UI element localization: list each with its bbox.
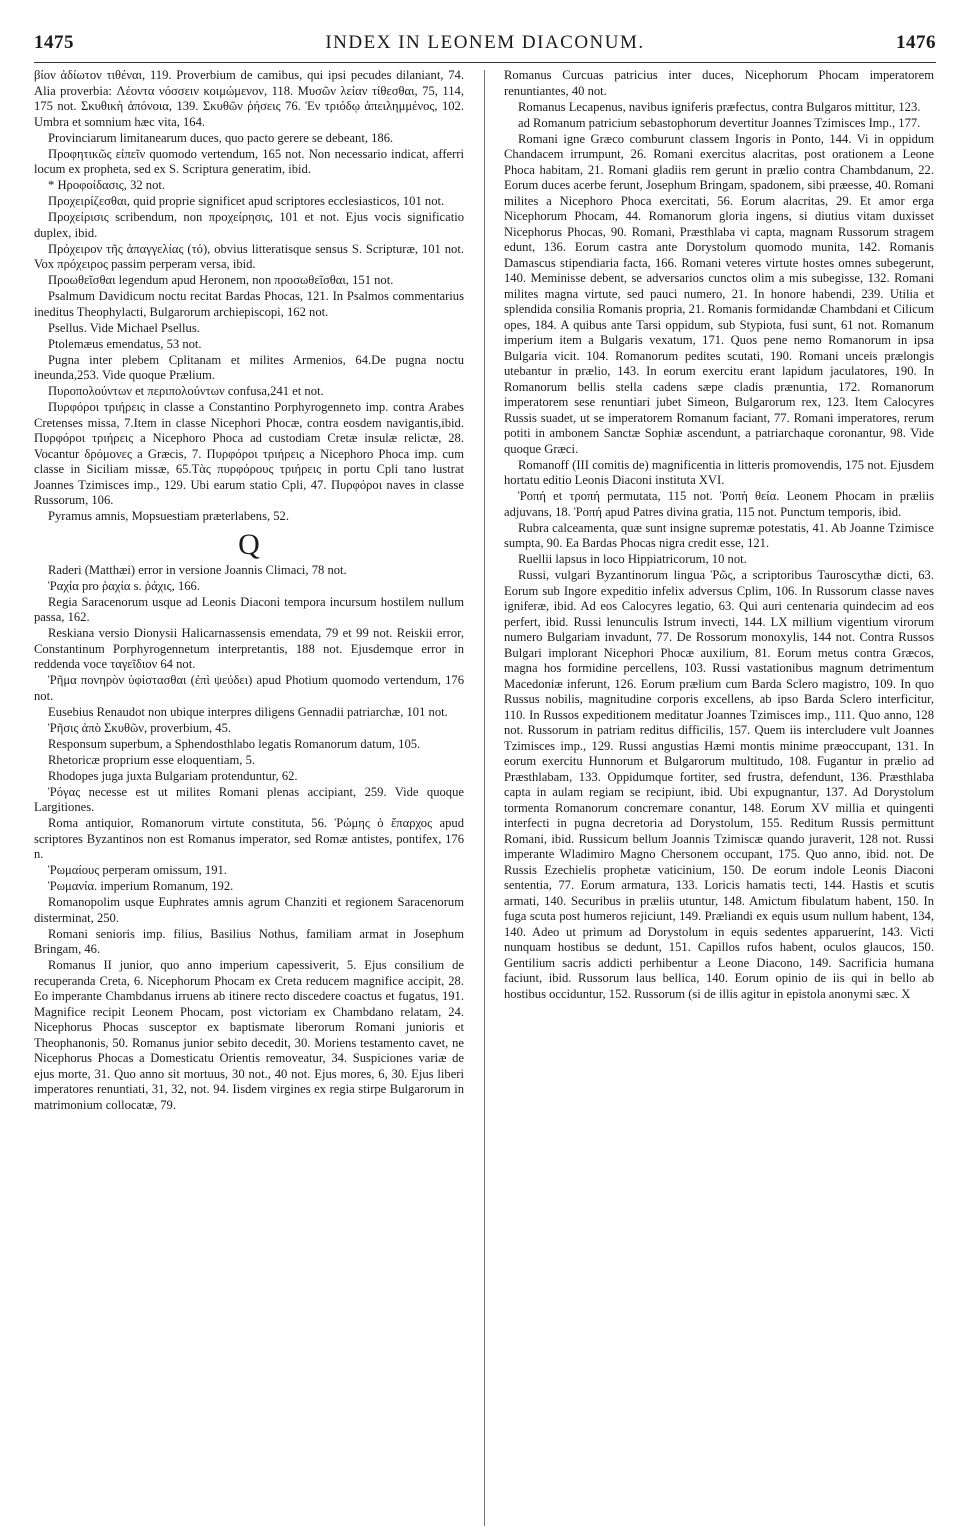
index-entry: Προφητικῶς εἰπεῖν quomodo vertendum, 165 not. Non necessario indicat, afferri locum ex propheta, sed ex S. Scriptura generatim, ibid.: [34, 146, 464, 176]
index-entry: Romanoff (III comitis de) magnificentia in litteris promovendis, 175 not. Ejusdem hortatu editio Leonis Diaconi instituta XVI.: [504, 457, 934, 487]
index-entry: Russi, vulgari Byzantinorum lingua Ῥῶς, a scriptoribus Tauroscythæ dicti, 63. Eorum sub Ingore expeditio infelix adversus Cplim, 106. In Russorum classe naves igniferæ, ibid. Ad eos Calocyres legatio, 63. Qui auri centenaria quindecim ad eos perfert, ibid. Russi lenunculis Istrum invecti, 144. LX millium vigentium virorum numero Bulgariam invadunt, 77. De Rossorum monoxylis, 144 not. Contra Russos Bulgari implorant Nicephori Phocæ auxilium, 81. Eorum metus contra Græcos, magna hos formidine percellens, 103. Russi vastationibus magnum detrimentum Macedoniæ inferunt, 126. Eorum prælium cum Barda Sclero magistro, 109. In quo Russus nobilis, magnitudine corporis excellens, ab ipso Barda Sclero interficitur, 110. In Russos expeditionem meditatur Joannes Tzimisces imp., 111. Quo anno, 128 not. Russorum in patriam reditus difficilis, 157. Quem iis intercludere vult Joannes Tzimisces imp., 129. Russi angustias Hæmi montis minime præoccupant, 131. In eorum exercitu Hunnorum et Bulgarorum multitudo, 108. Fugantur in prælio ad Præsthlabam, 133. Oppidumque fortiter, sed frustra, defendunt, 136. Præsthlaba capta in aulam regiam se recipiunt, ibid. Ubi expugnantur, 137. Ad Dorystolum tormenta Romanorum concremare conantur, 148. Eorum XV millia et quingenti interfecti in pugna decretoria ad Dorystolum, 155. Reditum Russis permittunt Romani, ibid. Russicum bellum Joannis Tzimiscæ quando juraverit, 128 not. Russi imperante Wladimiro Magno Chersonem occupant, 175. Quo anno, ibid. not. De Russis Ezechielis prophetæ vaticinium, 150. De eorum indole Leonis Diaconi sententia, 77. Eorum armatura, 133. Loricis hamatis tecti, 144. Hastis et scutis armati, 140. Securibus in præliis utuntur, 148. Amictum fibulatum habent, 150. In fuga scuta post humeros rejiciunt, 149. Præliandi ex equis usum nullum habent, 134, 140. Adeo ut primum ad Dorystolum in equis sedentes apparuerint, 143. Victi nunquam hostibus se dedunt, 151. Capillos rufos habent, oculos glaucos, 150. Gentilium sacris addicti perhibentur a Leone Diacono, 149. Sacrificia humana faciunt, ibid. Russorum laus bellica, 140. Eorum opinio de iis qui in bello ab hostibus occiduntur, 152. Russorum (si de illis agitur in epistola anonymi sæc. X: [504, 568, 934, 1001]
column-number-right: 1476: [896, 32, 936, 53]
index-entry: Rhetoricæ proprium esse eloquentiam, 5.: [48, 752, 256, 767]
index-entry: Ῥαχία pro ῥαχία s. ῥάχις, 166.: [48, 578, 200, 593]
index-entry: Πρόχειρον τῆς ἀπαγγελίας (τό), obvius litteratisque sensus S. Scripturæ, 101 not. Vox πρόχειρος passim perperam versa, ibid.: [34, 241, 464, 271]
left-column: [34, 68, 464, 1114]
index-entry: Ῥωμαίους perperam omissum, 191.: [48, 863, 227, 877]
page-header: [34, 28, 936, 62]
index-entry: βίον ἀδίωτον τιθέναι, 119. Proverbium de camibus, qui ipsi pecudes dilaniant, 74. Alia proverbia: Λέοντα νόσσειν κοιμώμενον, 118. Μυσῶν λείαν τίθεσθαι, 75, 114, 175 not. Σκυθικὴ ἀπόνοια, 139. Σκυθῶν ῥήσεις 76. Ἐν τριόδῳ ἀπειλημμένος, 102. Umbra et somnium hæc vita, 164.: [34, 68, 464, 129]
index-entry: Pugna inter plebem Cplitanam et milites Armenios, 64.De pugna noctu ineunda,253. Vide quoque Prælium.: [34, 352, 464, 382]
index-entry: Romanopolim usque Euphrates amnis agrum Chanziti et regionem Saracenorum disterminat, 250.: [34, 895, 464, 925]
index-entry: Προωθεῖσθαι legendum apud Heronem, non προσωθεῖσθαι, 151 not.: [48, 273, 394, 287]
index-entry: Romani igne Græco comburunt classem Ingoris in Ponto, 144. Vi in oppidum Chandacem irrumpunt, 26. Romani exercitus alacritas, post orationem a Leone Phoca habitam, 21. Romani gladiis rem gerunt in prælio contra Chambdanum, 22. Eorum duces acerbe ferunt, Josephum Bringam, spadonem, sibi præesse, 40. Romani milites a Nicephoro Phoca exercitati, 56. Eorum alacritas, 29. Et amor erga Nicephorum Phocam, 44. Romanorum gloria ingens, si diutius vitam duxisset Nicephorus Phocas, 90. Romani, Præsthlaba vi capta, magnam Russorum stragem edunt, 136. Eorum castra ante Dorystolum quomodo munita, 142. Romanis Damascus stipendiaria facta, 166. Romani veteres virtute hostes omnes subegerunt, 140. Meminisse debent, se adversarios cunctos olim a mis subegisse, 132. Romani milites magna virtute, sed pauci numero, 21. In honore habendi, 239. Utilia et splendida consilia Romanis propria, 21. Romanis formidandæ Chambdani et Cilicum opes, 184. A quibus ante Tarsi oppidum, sub Stypiota, fusi sunt, 61 not. Romanum imperium item a Bulgaris vexatum, 171. Quos pene nemo Romanorum in ipsa Bulgaria vicit. 104. Romanorum pedites scutati, 190. Romani unceis prælongis utebantur in prælio, 143. In eorum exercitu erant lapidum jaculatores, 190. In Romanorum bellis stella cadens sæpe cladis prænuntia, 172. Romanorum imperatorem sese renuntiari jubet Simeon, Bulgarorum rex, 123. Item Calocyres Russis suadet, ut se imperatorem Romanum faciant, 77. Romani imperatores, rerum potiti in ambonem Sanctæ Sophiæ ascendunt, a patriarchaque coronantur, 98. Vide quoque Græci.: [504, 131, 934, 456]
page-title: INDEX IN LEONEM DIACONUM.: [325, 32, 645, 53]
index-entry: Ruellii lapsus in loco Hippiatricorum, 10 not.: [518, 552, 747, 566]
index-entry: Romanus II junior, quo anno imperium capessiverit, 5. Ejus consilium de recuperanda Creta, 6. Nicephorum Phocam ex Creta reducem magnifice accipit, 28. Eo imperante Chambdanus irruens ab itinere recto discedere coactus et fugatus, 191. Magnifice recipit Leonem Phocam, post victoriam ex Chambdano relatam, 24. Nicephorus Phocas susceptor ex baptismate liberorum Romani junioris et Theophanonis, 50. Romanus junior sebito decedit, 30. Moriens testamento cavet, ne Nicephorus Phocas a Domesticatu Orientis removeatur, 34. Suspiciones variæ de ejus morte, 31. Quo anno sit mortuus, 30 not., 40 not. Ejus mores, 6, 30. Ejus liberi imperatores renuntiati, 31, 32, not. 94. Iisdem virgines ex regia stirpe Bulgarorum in matrimonium collocatæ, 79.: [34, 958, 464, 1112]
index-entry: Regia Saracenorum usque ad Leonis Diaconi tempora incursum hostilem nullum passa, 162.: [34, 594, 464, 624]
column-divider: [484, 70, 485, 1526]
index-entry: Psalmum Davidicum noctu recitat Bardas Phocas, 121. In Psalmos commentarius ineditus Theophylacti, Bulgarorum archiepiscopi, 162 not.: [34, 289, 464, 319]
index-entry: Πυρφόροι τριήρεις in classe a Constantino Porphyrogenneto imp. contra Arabes Cretenses missa, 7.Item in classe Nicephori Phocæ, contra eosdem navigantis,ibid. Πυρφόροι τριήρεις a Nicephoro Phoca ad custodiam Cretæ insulæ relictæ, 28. Vocantur δρόμονες a Græcis, 7. Πυρφόροι τριήρεις a Nicephoro Phoca imp. cum classe in Siciliam missæ, 65.Τὰς πυρφόρους τριήρεις in portu Cpli tano lustrat Joannes Tzimisces imp., 129. Ubi earum statio Cpli, 47. Πυρφόροι naves in classe Russorum, 106.: [34, 400, 464, 507]
index-entry: Provinciarum limitanearum duces, quo pacto gerere se debeant, 186.: [48, 130, 394, 145]
index-entry: Πυροπολούντων et περιπολούντων confusa,241 et not.: [48, 384, 324, 398]
index-entry: Rhodopes juga juxta Bulgariam protenduntur, 62.: [48, 768, 298, 783]
index-entry: Romanus Curcuas patricius inter duces, Nicephorum Phocam imperatorem renuntiantes, 40 not.: [504, 68, 934, 98]
index-entry: Reskiana versio Dionysii Halicarnassensis emendata, 79 et 99 not. Reiskii error, Constantinum Porphyrogennetum interpretantis, 188 not. Ejusdemque error in reddenda voce ταγεῖδιον 64 not.: [34, 626, 464, 671]
column-number-left: 1475: [34, 32, 74, 53]
index-entry: Ῥῆμα πονηρὸν ὑφίστασθαι (ἐπὶ ψεύδει) apud Photium quomodo vertendum, 176 not.: [34, 673, 464, 703]
index-entry: Προχειρίζεσθαι, quid proprie significet apud scriptores ecclesiasticos, 101 not.: [48, 194, 445, 208]
index-entry: Ῥῆσις ἀπὸ Σκυθῶν, proverbium, 45.: [48, 720, 232, 735]
index-entry: Προχείρισις scribendum, non προχείρησις, 101 et not. Ejus vocis significatio duplex, ibid.: [34, 210, 464, 240]
index-entry: Rubra calceamenta, quæ sunt insigne supremæ potestatis, 41. Ab Joanne Tzimisce sumpta, 90. Ea Bardas Phocas nigra credit esse, 121.: [504, 520, 934, 550]
index-entry: Ῥωμανία. imperium Romanum, 192.: [48, 879, 234, 893]
index-entry: Romanus Lecapenus, navibus igniferis præfectus, contra Bulgaros mittitur, 123.: [518, 99, 921, 114]
index-entry: Romani senioris imp. filius, Basilius Nothus, familiam armat in Josephum Bringam, 46.: [34, 926, 464, 956]
index-entry: Responsum superbum, a Sphendosthlabo legatis Romanorum datum, 105.: [48, 736, 421, 751]
index-entry: Ῥόγας necesse est ut milites Romani plenas accipiant, 259. Vide quoque Largitiones.: [34, 784, 464, 814]
index-entry: Ptolemæus emendatus, 53 not.: [48, 336, 202, 351]
index-entry: Roma antiquior, Romanorum virtute constituta, 56. Ῥώμης ὁ ἔπαρχος apud scriptores Byzantinos non est Romanus imperator, sed Romæ antistes, pontifex, 176 n.: [34, 816, 464, 861]
section-letter: Q: [238, 527, 260, 561]
index-entry: * Ηροφοίδασις, 32 not.: [48, 178, 166, 192]
index-entry: Ῥοπή et τροπή permutata, 115 not. Ῥοπὴ θεία. Leonem Phocam in præliis adjuvans, 18. Ῥοπή apud Patres divina gratia, 115 not. Punctum temporis, ibid.: [504, 489, 934, 519]
index-entry: ad Romanum patricium sebastophorum devertitur Joannes Tzimisces Imp., 177.: [518, 115, 921, 130]
index-entry: Raderi (Matthæi) error in versione Joannis Climaci, 78 not.: [48, 562, 347, 577]
index-entry: Eusebius Renaudot non ubique interpres diligens Gennadii patriarchæ, 101 not.: [48, 704, 448, 719]
index-entry: Pyramus amnis, Mopsuestiam præterlabens, 52.: [48, 509, 290, 523]
header-rule: [34, 62, 936, 63]
right-column: [504, 68, 934, 1003]
index-entry: Psellus. Vide Michael Psellus.: [48, 320, 200, 335]
